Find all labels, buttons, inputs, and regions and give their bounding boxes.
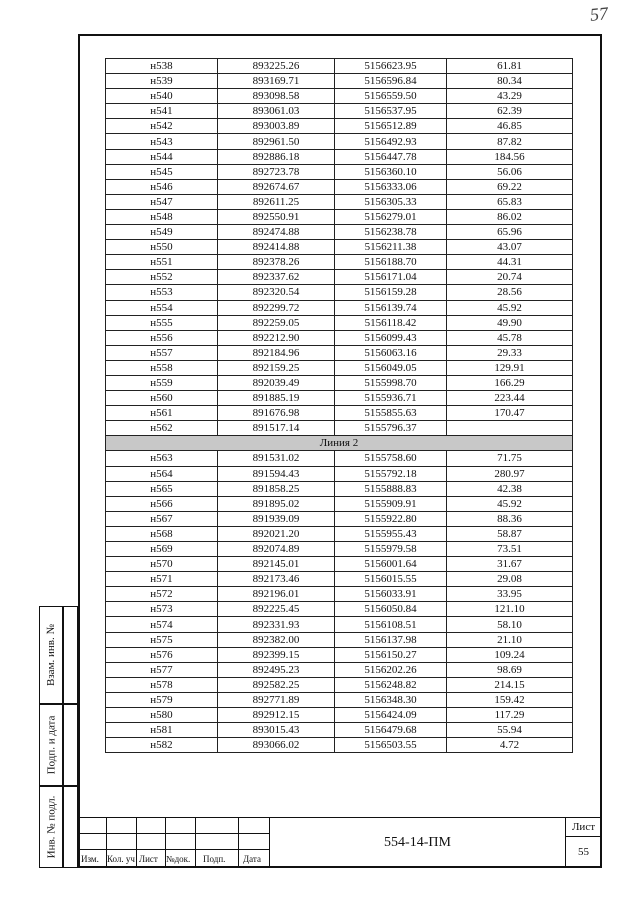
x-coordinate-cell: 892474.88 [218,225,335,240]
distance-cell: 43.07 [447,240,573,255]
y-coordinate-cell: 5155888.83 [335,481,447,496]
point-id-cell: н554 [106,300,218,315]
y-coordinate-cell: 5155855.63 [335,406,447,421]
y-coordinate-cell: 5156512.89 [335,119,447,134]
table-row [106,481,573,496]
table-row [106,708,573,723]
izm-label: Изм. [81,854,99,864]
x-coordinate-cell: 893225.26 [218,59,335,74]
distance-cell: 29.08 [447,572,573,587]
distance-cell: 88.36 [447,511,573,526]
x-coordinate-cell: 893061.03 [218,104,335,119]
x-coordinate-cell: 892550.91 [218,209,335,224]
point-id-cell: н555 [106,315,218,330]
x-coordinate-cell: 892414.88 [218,240,335,255]
distance-cell: 166.29 [447,375,573,390]
y-coordinate-cell: 5156492.93 [335,134,447,149]
x-coordinate-cell: 892225.45 [218,602,335,617]
y-coordinate-cell: 5156001.64 [335,557,447,572]
point-id-cell: н556 [106,330,218,345]
y-coordinate-cell: 5156099.43 [335,330,447,345]
point-id-cell: н563 [106,451,218,466]
y-coordinate-cell: 5155792.18 [335,466,447,481]
point-id-cell: н551 [106,255,218,270]
x-coordinate-cell: 892674.67 [218,179,335,194]
table-row [106,255,573,270]
title-block-col-5 [238,817,239,868]
y-coordinate-cell: 5156503.55 [335,738,447,753]
x-coordinate-cell: 891531.02 [218,451,335,466]
x-coordinate-cell: 892582.25 [218,677,335,692]
distance-cell: 45.92 [447,496,573,511]
x-coordinate-cell: 893066.02 [218,738,335,753]
distance-cell: 65.83 [447,194,573,209]
distance-cell: 61.81 [447,59,573,74]
y-coordinate-cell: 5156049.05 [335,360,447,375]
x-coordinate-cell: 891517.14 [218,421,335,436]
x-coordinate-cell: 892039.49 [218,375,335,390]
vzam-label: Взам. инв. № [45,624,57,686]
table-row [106,89,573,104]
point-id-cell: н572 [106,587,218,602]
distance-cell: 4.72 [447,738,573,753]
x-coordinate-cell: 892495.23 [218,662,335,677]
distance-cell: 56.06 [447,164,573,179]
distance-cell: 29.33 [447,345,573,360]
distance-cell: 80.34 [447,74,573,89]
point-id-cell: н552 [106,270,218,285]
table-row [106,179,573,194]
y-coordinate-cell: 5155936.71 [335,391,447,406]
point-id-cell: н550 [106,240,218,255]
y-coordinate-cell: 5156015.55 [335,572,447,587]
distance-cell: 43.29 [447,89,573,104]
table-row [106,572,573,587]
x-coordinate-cell: 892399.15 [218,647,335,662]
x-coordinate-cell: 892331.93 [218,617,335,632]
point-id-cell: н573 [106,602,218,617]
distance-cell: 65.96 [447,225,573,240]
title-block-col-2 [136,817,137,868]
table-row [106,602,573,617]
point-id-cell: н580 [106,708,218,723]
distance-cell: 170.47 [447,406,573,421]
distance-cell: 58.10 [447,617,573,632]
x-coordinate-cell: 892145.01 [218,557,335,572]
table-row [106,375,573,390]
distance-cell: 159.42 [447,692,573,707]
distance-cell: 280.97 [447,466,573,481]
x-coordinate-cell: 891939.09 [218,511,335,526]
distance-cell: 223.44 [447,391,573,406]
x-coordinate-cell: 892320.54 [218,285,335,300]
distance-cell: 117.29 [447,708,573,723]
y-coordinate-cell: 5156559.50 [335,89,447,104]
point-id-cell: н542 [106,119,218,134]
point-id-cell: н576 [106,647,218,662]
point-id-cell: н560 [106,391,218,406]
y-coordinate-cell: 5156537.95 [335,104,447,119]
point-id-cell: н577 [106,662,218,677]
distance-cell: 62.39 [447,104,573,119]
point-id-cell: н579 [106,692,218,707]
y-coordinate-cell: 5156202.26 [335,662,447,677]
table-row [106,270,573,285]
document-code: 554-14-ПМ [384,835,451,850]
x-coordinate-cell: 892196.01 [218,587,335,602]
distance-cell: 184.56 [447,149,573,164]
point-id-cell: н568 [106,526,218,541]
y-coordinate-cell: 5156479.68 [335,723,447,738]
table-row [106,391,573,406]
distance-cell: 71.75 [447,451,573,466]
table-row [106,74,573,89]
point-id-cell: н558 [106,360,218,375]
sheet-box-divider [565,836,602,837]
x-coordinate-cell: 892337.62 [218,270,335,285]
point-id-cell: н578 [106,677,218,692]
section-title: Линия 2 [106,436,573,451]
x-coordinate-cell: 891676.98 [218,406,335,421]
x-coordinate-cell: 892212.90 [218,330,335,345]
distance-cell: 21.10 [447,632,573,647]
point-id-cell: н538 [106,59,218,74]
distance-cell: 87.82 [447,134,573,149]
y-coordinate-cell: 5155979.58 [335,542,447,557]
y-coordinate-cell: 5156159.28 [335,285,447,300]
table-row [106,315,573,330]
point-id-cell: н548 [106,209,218,224]
table-row [106,451,573,466]
point-id-cell: н546 [106,179,218,194]
point-id-cell: н567 [106,511,218,526]
distance-cell: 31.67 [447,557,573,572]
table-row [106,723,573,738]
point-id-cell: н559 [106,375,218,390]
x-coordinate-cell: 892184.96 [218,345,335,360]
point-id-cell: н571 [106,572,218,587]
y-coordinate-cell: 5156596.84 [335,74,447,89]
distance-cell: 129.91 [447,360,573,375]
distance-cell: 214.15 [447,677,573,692]
x-coordinate-cell: 891858.25 [218,481,335,496]
side-stamp-blank-podp [63,704,78,786]
y-coordinate-cell: 5155922.80 [335,511,447,526]
x-coordinate-cell: 892074.89 [218,542,335,557]
point-id-cell: н541 [106,104,218,119]
distance-cell [447,421,573,436]
coordinates-table [105,58,573,753]
side-stamp-blank-vzam [63,606,78,704]
table-row [106,617,573,632]
distance-cell: 121.10 [447,602,573,617]
handwritten-page-number: 57 [588,3,609,25]
x-coordinate-cell: 891895.02 [218,496,335,511]
x-coordinate-cell: 892299.72 [218,300,335,315]
podp-label: Подп. [203,854,226,864]
table-row [106,285,573,300]
x-coordinate-cell: 892723.78 [218,164,335,179]
distance-cell: 45.92 [447,300,573,315]
table-row [106,104,573,119]
table-row [106,662,573,677]
distance-cell: 98.69 [447,662,573,677]
x-coordinate-cell: 893098.58 [218,89,335,104]
point-id-cell: н557 [106,345,218,360]
y-coordinate-cell: 5156188.70 [335,255,447,270]
table-row [106,632,573,647]
x-coordinate-cell: 891885.19 [218,391,335,406]
distance-cell: 69.22 [447,179,573,194]
y-coordinate-cell: 5155758.60 [335,451,447,466]
y-coordinate-cell: 5156360.10 [335,164,447,179]
table-row [106,692,573,707]
y-coordinate-cell: 5155909.91 [335,496,447,511]
distance-cell: 28.56 [447,285,573,300]
podp-data-label-box [39,704,63,786]
point-id-cell: н549 [106,225,218,240]
distance-cell: 20.74 [447,270,573,285]
table-row [106,59,573,74]
y-coordinate-cell: 5156139.74 [335,300,447,315]
vzam-label-box [39,606,63,704]
podp-data-label: Подп. и дата [45,715,58,775]
x-coordinate-cell: 892378.26 [218,255,335,270]
x-coordinate-cell: 892173.46 [218,572,335,587]
y-coordinate-cell: 5156033.91 [335,587,447,602]
point-id-cell: н562 [106,421,218,436]
inv-podl-label: Инв. № подл. [45,795,57,859]
x-coordinate-cell: 892912.15 [218,708,335,723]
point-id-cell: н575 [106,632,218,647]
point-id-cell: н566 [106,496,218,511]
x-coordinate-cell: 893003.89 [218,119,335,134]
side-stamp-blank-inv [63,786,78,868]
table-row [106,240,573,255]
point-id-cell: н544 [106,149,218,164]
y-coordinate-cell: 5156118.42 [335,315,447,330]
table-row [106,557,573,572]
y-coordinate-cell: 5156279.01 [335,209,447,224]
sheet-label: Лист [571,821,596,833]
table-row [106,647,573,662]
y-coordinate-cell: 5156333.06 [335,179,447,194]
point-id-cell: н553 [106,285,218,300]
table-row [106,119,573,134]
y-coordinate-cell: 5156348.30 [335,692,447,707]
point-id-cell: н547 [106,194,218,209]
distance-cell: 44.31 [447,255,573,270]
table-row [106,738,573,753]
point-id-cell: н570 [106,557,218,572]
point-id-cell: н545 [106,164,218,179]
inv-podl-label-box [39,786,63,868]
x-coordinate-cell: 892021.20 [218,526,335,541]
y-coordinate-cell: 5156063.16 [335,345,447,360]
distance-cell: 46.85 [447,119,573,134]
list-label: Лист [139,854,158,864]
y-coordinate-cell: 5155796.37 [335,421,447,436]
data-label: Дата [243,854,261,864]
y-coordinate-cell: 5156150.27 [335,647,447,662]
point-id-cell: н582 [106,738,218,753]
table-row [106,149,573,164]
table-row [106,466,573,481]
distance-cell: 109.24 [447,647,573,662]
ndok-label: №док. [166,854,191,864]
x-coordinate-cell: 892382.00 [218,632,335,647]
y-coordinate-cell: 5156171.04 [335,270,447,285]
table-row [106,134,573,149]
x-coordinate-cell: 892159.25 [218,360,335,375]
section-row [106,436,573,451]
point-id-cell: н539 [106,74,218,89]
table-row [106,587,573,602]
distance-cell: 49.90 [447,315,573,330]
table-row [106,542,573,557]
point-id-cell: н561 [106,406,218,421]
point-id-cell: н565 [106,481,218,496]
y-coordinate-cell: 5156424.09 [335,708,447,723]
table-row [106,406,573,421]
point-id-cell: н581 [106,723,218,738]
distance-cell: 42.38 [447,481,573,496]
y-coordinate-cell: 5155955.43 [335,526,447,541]
point-id-cell: н564 [106,466,218,481]
distance-cell: 33.95 [447,587,573,602]
table-row [106,511,573,526]
y-coordinate-cell: 5156211.38 [335,240,447,255]
table-row [106,360,573,375]
x-coordinate-cell: 892886.18 [218,149,335,164]
x-coordinate-cell: 893015.43 [218,723,335,738]
y-coordinate-cell: 5156447.78 [335,149,447,164]
table-row [106,300,573,315]
distance-cell: 55.94 [447,723,573,738]
distance-cell: 73.51 [447,542,573,557]
x-coordinate-cell: 891594.43 [218,466,335,481]
table-row [106,225,573,240]
point-id-cell: н540 [106,89,218,104]
y-coordinate-cell: 5155998.70 [335,375,447,390]
x-coordinate-cell: 892771.89 [218,692,335,707]
table-row [106,164,573,179]
table-row [106,345,573,360]
table-row [106,496,573,511]
title-block-col-4 [195,817,196,868]
y-coordinate-cell: 5156050.84 [335,602,447,617]
table-row [106,526,573,541]
table-row [106,677,573,692]
y-coordinate-cell: 5156248.82 [335,677,447,692]
distance-cell: 45.78 [447,330,573,345]
y-coordinate-cell: 5156238.78 [335,225,447,240]
distance-cell: 58.87 [447,526,573,541]
kol-uch-label: Кол. уч [107,854,135,864]
y-coordinate-cell: 5156305.33 [335,194,447,209]
table-row [106,421,573,436]
point-id-cell: н569 [106,542,218,557]
x-coordinate-cell: 892259.05 [218,315,335,330]
distance-cell: 86.02 [447,209,573,224]
sheet-number: 55 [578,846,589,858]
table-row [106,209,573,224]
point-id-cell: н543 [106,134,218,149]
table-row [106,194,573,209]
y-coordinate-cell: 5156108.51 [335,617,447,632]
x-coordinate-cell: 892961.50 [218,134,335,149]
table-row [106,330,573,345]
y-coordinate-cell: 5156623.95 [335,59,447,74]
x-coordinate-cell: 893169.71 [218,74,335,89]
y-coordinate-cell: 5156137.98 [335,632,447,647]
x-coordinate-cell: 892611.25 [218,194,335,209]
point-id-cell: н574 [106,617,218,632]
